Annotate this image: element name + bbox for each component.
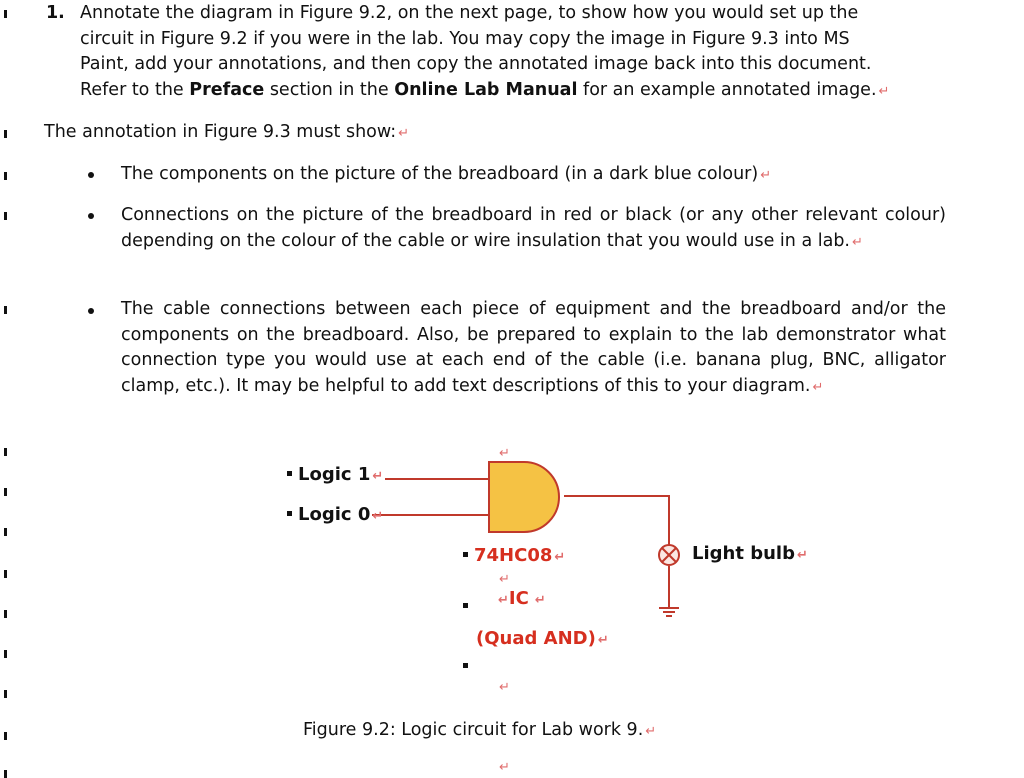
and-gate [489,462,559,532]
question-text-segment: section in the [264,79,395,100]
ic-part-label [463,545,565,569]
logic-1-text: Logic 1 [298,464,371,485]
paragraph-mark-icon: ↵ [499,680,510,695]
figure-caption-text: Figure 9.2: Logic circuit for Lab work 9. [303,720,644,740]
annotation-intro-text: The annotation in Figure 9.3 must show: [44,122,397,142]
paragraph-mark-icon: ↵ [372,509,384,524]
paragraph-mark-icon: ↵ [554,550,566,565]
logic-1-label [287,464,383,488]
paragraph-mark-icon: ↵ [812,379,824,395]
paragraph-mark-icon: ↵ [852,234,863,250]
paragraph-mark-icon: ↵ [498,593,509,608]
ic-description-label [476,628,609,652]
question-line: circuit in Figure 9.2 if you were in the lab. You may copy the image in Figure 9.3 into MS [80,28,850,49]
question-line: Annotate the diagram in Figure 9.2, on the next page, to show how you would set up the [80,3,859,23]
ic-text: IC [508,588,529,609]
ic-part-text: 74HC08 [474,545,553,566]
paragraph-mark-icon: ↵ [597,633,609,648]
paragraph-mark-icon: ↵ [398,126,410,141]
bullet-square-icon [463,663,468,668]
paragraph-mark-icon: ↵ [534,593,546,608]
paragraph-mark-icon: ↵ [796,548,808,563]
paragraph-mark-icon: ↵ [878,83,890,99]
ground-icon [659,608,679,616]
question-line: Paint, add your annotations, and then copy the annotated image back into this document. [80,54,872,74]
light-bulb-label [692,543,808,567]
paragraph-mark-icon: ↵ [760,168,772,183]
bullet-text: The components on the picture of the breadboard (in a dark blue colour) [121,164,759,184]
bullet-text: The cable connections between each piece of equipment and the breadboard and/or the components on the breadboard. Also, be prepared to explain to the lab demonstrator what connection type you would use at each end of the cable (i.e. banana plug, BNC, alligator clamp, etc.). It may be helpful to add text descriptions of this to your diagram. [121,299,946,396]
question-number: 1. [46,3,65,23]
question-text-segment: for an example annotated image. [577,79,877,100]
question-text-segment: Refer to the [80,79,190,100]
figure-caption [303,718,656,744]
bullet-text: Connections on the picture of the breadboard in red or black (or any other relevant colour) depending on the colour of the cable or wire insulation that you would use in a lab. [121,205,946,251]
ic-label [496,588,546,612]
logic-0-label [287,504,383,528]
bullet-square-icon [463,603,468,608]
output-wire [564,496,669,545]
logic-0-text: Logic 0 [298,504,371,525]
paragraph-mark-icon: ↵ [499,446,510,461]
light-bulb-icon [659,545,679,565]
ic-description-text: (Quad AND) [476,628,596,649]
paragraph-mark-icon: ↵ [645,724,657,739]
preface-reference: Preface [189,79,265,100]
lab-manual-reference: Online Lab Manual [394,79,578,100]
paragraph-mark-icon: ↵ [499,760,510,775]
light-bulb-text: Light bulb [692,543,795,564]
paragraph-mark-icon: ↵ [372,469,384,484]
paragraph-mark-icon: ↵ [499,572,510,587]
